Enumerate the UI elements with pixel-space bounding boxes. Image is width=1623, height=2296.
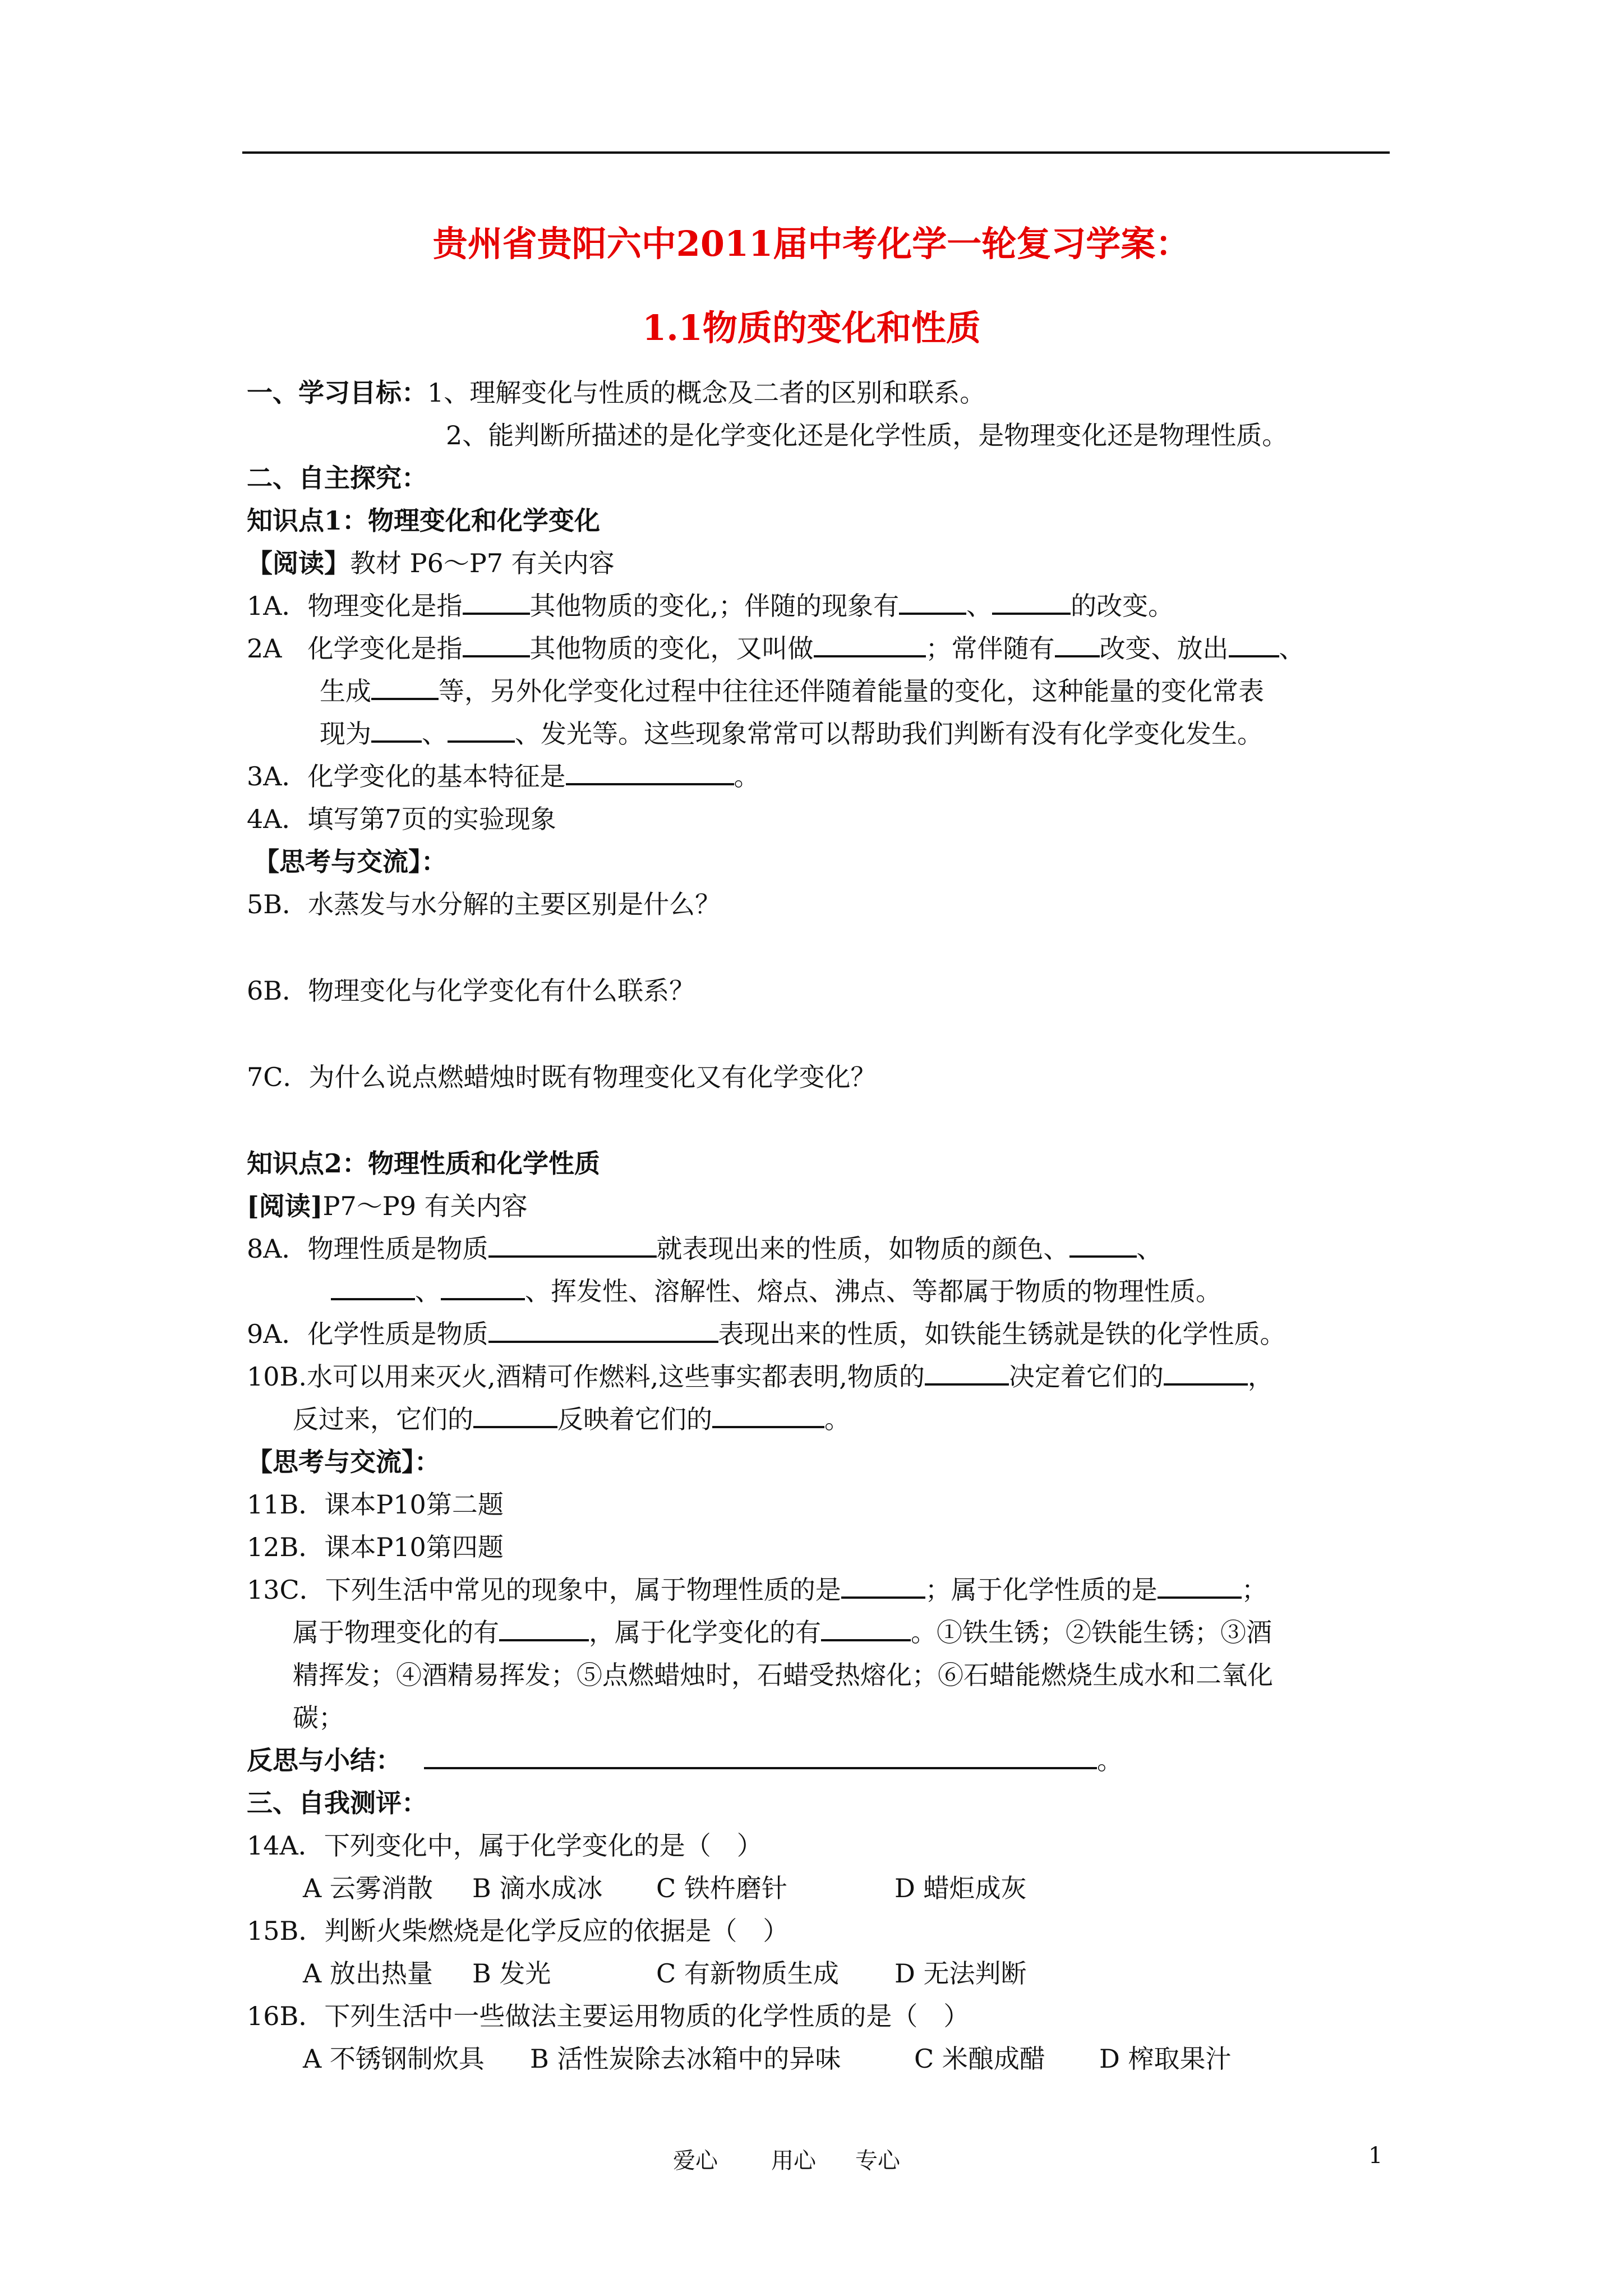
q13-text-b: ；属于化学性质的是 — [925, 1575, 1158, 1605]
reflection-label: 反思与小结： — [247, 1745, 402, 1775]
question-12: 12B．课本P10第四题 — [247, 1532, 504, 1562]
q14-option-a[interactable]: A 云雾消散 — [303, 1873, 433, 1903]
answer-blank[interactable] — [463, 633, 530, 657]
answer-blank[interactable] — [473, 1404, 557, 1428]
q8-text-c: 、 — [1136, 1234, 1163, 1264]
answer-blank[interactable] — [814, 633, 926, 657]
answer-blank[interactable] — [1164, 1361, 1248, 1386]
goal-1: 1、理解变化与性质的概念及二者的区别和联系。 — [427, 378, 986, 408]
q2-text-d: 改变、放出 — [1099, 633, 1229, 664]
answer-blank[interactable] — [488, 1233, 657, 1258]
answer-blank[interactable] — [448, 718, 515, 743]
q2-text-a: 2A 化学变化是指 — [247, 633, 463, 664]
question-6: 6B．物理变化与化学变化有什么联系？ — [247, 976, 695, 1006]
question-2-line-3 — [320, 717, 1263, 751]
answer-blank[interactable] — [331, 1276, 415, 1300]
reading-1-label: 【阅读】 — [247, 548, 350, 578]
question-13-line-4: 碳； — [293, 1703, 344, 1733]
q1-text-b: 其他物质的变化,；伴随的现象有 — [529, 591, 900, 621]
q8-text-b: 就表现出来的性质，如物质的颜色、 — [656, 1234, 1069, 1264]
q3-text-b: 。 — [734, 761, 760, 792]
answer-blank[interactable] — [463, 590, 530, 615]
q2-text-g: 等，另外化学变化过程中往往还伴随着能量的变化，这种能量的变化常表 — [439, 676, 1264, 706]
answer-blank[interactable] — [899, 590, 966, 615]
question-7: 7C．为什么说点燃蜡烛时既有物理变化又有化学变化？ — [247, 1062, 877, 1092]
q13-text-d: 属于物理变化的有 — [293, 1617, 499, 1648]
reading-2-text: P7～P9 有关内容 — [322, 1191, 528, 1221]
think-discuss-2: 【思考与交流】： — [247, 1447, 440, 1477]
question-3 — [247, 760, 760, 793]
answer-blank[interactable] — [371, 675, 439, 700]
q15-option-c[interactable]: C 有新物质生成 — [656, 1958, 839, 1989]
page-number: 1 — [1368, 2143, 1383, 2169]
q15-option-b[interactable]: B 发光 — [472, 1958, 551, 1989]
reflection-blank[interactable] — [424, 1745, 1097, 1769]
q8-text-d: 、 — [415, 1276, 441, 1306]
answer-blank[interactable] — [1055, 633, 1100, 657]
q10-text-d: 反过来，它们的 — [293, 1404, 473, 1434]
q1-text-c: 、 — [966, 591, 993, 621]
q14-option-d[interactable]: D 蜡炬成灰 — [895, 1873, 1027, 1903]
footer-motto-1: 爱心 — [673, 2148, 718, 2174]
question-10-line-1 — [247, 1360, 1274, 1393]
q2-text-b: 其他物质的变化，又叫做 — [529, 633, 814, 664]
section-1-heading: 一、学习目标： — [247, 378, 427, 408]
question-8-line-1 — [247, 1232, 1163, 1266]
q9-text-b: 表现出来的性质，如铁能生锈就是铁的化学性质。 — [718, 1319, 1286, 1349]
reading-2-label: [阅读] — [247, 1191, 323, 1221]
question-13-line-2 — [293, 1616, 1272, 1649]
q10-text-f: 。 — [824, 1404, 850, 1434]
think-discuss-1: 【思考与交流】： — [253, 846, 447, 877]
q13-text-e: ，属于化学变化的有 — [589, 1617, 821, 1648]
question-13-line-1 — [247, 1573, 1267, 1607]
goals-line-1 — [247, 376, 985, 409]
q15-option-a[interactable]: A 放出热量 — [303, 1958, 433, 1989]
question-14: 14A．下列变化中，属于化学变化的是（ ） — [247, 1830, 763, 1861]
question-2-line-2 — [320, 674, 1264, 708]
goal-2: 2、能判断所描述的是化学变化还是化学性质，是物理变化还是物理性质。 — [446, 420, 1288, 450]
answer-blank[interactable] — [1229, 633, 1279, 657]
page-subtitle: 1.1物质的变化和性质 — [642, 307, 981, 348]
question-5: 5B．水蒸发与水分解的主要区别是什么？ — [247, 889, 721, 919]
q10-text-e: 反映着它们的 — [557, 1404, 712, 1434]
q3-text-a: 3A．化学变化的基本特征是 — [247, 761, 566, 792]
q13-text-c: ； — [1241, 1575, 1267, 1605]
question-2-line-1 — [247, 632, 1305, 665]
q2-text-c: ；常伴随有 — [925, 633, 1055, 664]
answer-blank[interactable] — [841, 1574, 925, 1599]
q9-text-a: 9A．化学性质是物质 — [247, 1319, 488, 1349]
q16-option-b[interactable]: B 活性炭除去冰箱中的异味 — [530, 2044, 841, 2074]
q13-text-f: 。①铁生锈；②铁能生锈；③酒 — [911, 1617, 1272, 1648]
reflection-line — [247, 1743, 1123, 1777]
answer-blank[interactable] — [441, 1276, 525, 1300]
knowledge-point-2: 知识点2：物理性质和化学性质 — [247, 1148, 601, 1179]
q10-text-b: 决定着它们的 — [1008, 1361, 1164, 1392]
footer-motto-2: 用心 — [771, 2148, 816, 2174]
section-3-heading: 三、自我测评： — [247, 1788, 427, 1818]
answer-blank[interactable] — [566, 761, 734, 785]
reading-1 — [247, 546, 615, 580]
footer-motto-3: 专心 — [855, 2148, 900, 2174]
question-1 — [247, 589, 1174, 623]
q15-option-d[interactable]: D 无法判断 — [895, 1958, 1027, 1989]
answer-blank[interactable] — [371, 718, 422, 743]
reflection-end: 。 — [1097, 1745, 1123, 1775]
question-13-line-3: 精挥发；④酒精易挥发；⑤点燃蜡烛时，石蜡受热熔化；⑥石蜡能燃烧生成水和二氧化 — [293, 1660, 1273, 1690]
page-title: 贵州省贵阳六中2011届中考化学一轮复习学案： — [432, 223, 1191, 264]
answer-blank[interactable] — [1158, 1574, 1242, 1599]
q2-text-f: 生成 — [320, 676, 371, 706]
answer-blank[interactable] — [1069, 1233, 1137, 1258]
answer-blank[interactable] — [821, 1617, 911, 1641]
question-8-line-2 — [331, 1274, 1221, 1308]
section-2-heading: 二、自主探究： — [247, 463, 427, 493]
q2-text-i: 、 — [422, 719, 448, 749]
q16-option-c[interactable]: C 米酿成醋 — [914, 2044, 1045, 2074]
reading-1-text: 教材 P6～P7 有关内容 — [350, 548, 615, 578]
q16-option-d[interactable]: D 榨取果汁 — [1099, 2044, 1232, 2074]
question-15: 15B．判断火柴燃烧是化学反应的依据是（ ） — [247, 1916, 789, 1946]
q8-text-e: 、挥发性、溶解性、熔点、沸点、等都属于物质的物理性质。 — [525, 1276, 1221, 1306]
q2-text-e: 、 — [1279, 633, 1305, 664]
answer-blank[interactable] — [992, 590, 1071, 615]
q1-text-a: 1A．物理变化是指 — [247, 591, 463, 621]
q2-text-j: 、发光等。这些现象常常可以帮助我们判断有没有化学变化发生。 — [515, 719, 1263, 749]
q1-text-d: 的改变。 — [1071, 591, 1174, 621]
reading-2 — [247, 1189, 528, 1223]
q14-option-b[interactable]: B 滴水成冰 — [472, 1873, 603, 1903]
q13-text-a: 13C．下列生活中常见的现象中，属于物理性质的是 — [247, 1575, 841, 1605]
header-rule — [242, 151, 1390, 154]
question-11: 11B．课本P10第二题 — [247, 1489, 504, 1520]
q2-text-h: 现为 — [320, 719, 371, 749]
q14-option-c[interactable]: C 铁杵磨针 — [656, 1873, 787, 1903]
answer-blank[interactable] — [488, 1318, 718, 1343]
q16-option-a[interactable]: A 不锈钢制炊具 — [303, 2044, 485, 2074]
q10-text-a: 10B.水可以用来灭火,酒精可作燃料,这些事实都表明,物质的 — [247, 1361, 925, 1392]
answer-blank[interactable] — [712, 1404, 824, 1428]
q8-text-a: 8A．物理性质是物质 — [247, 1234, 488, 1264]
question-16: 16B．下列生活中一些做法主要运用物质的化学性质的是（ ） — [247, 2001, 970, 2031]
answer-blank[interactable] — [499, 1617, 589, 1641]
question-10-line-2 — [293, 1402, 850, 1436]
question-9 — [247, 1317, 1286, 1351]
question-4: 4A．填写第7页的实验现象 — [247, 804, 556, 834]
answer-blank[interactable] — [925, 1361, 1009, 1386]
knowledge-point-1: 知识点1：物理变化和化学变化 — [247, 505, 601, 536]
q10-text-c: ， — [1247, 1361, 1274, 1392]
